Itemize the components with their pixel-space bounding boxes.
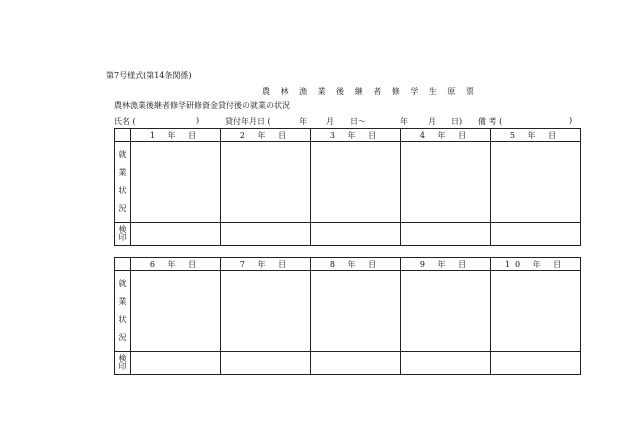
status-cell[interactable] [221,271,311,352]
corner-cell [115,258,131,271]
stamp-cell[interactable] [131,352,221,375]
status-cell[interactable] [401,142,491,223]
stamp-label: 検 印 [115,223,131,246]
year-header: 4 年 目 [401,129,491,142]
stamp-row [115,223,581,246]
stamp-cell[interactable] [221,223,311,246]
year-header: 6 年 目 [131,258,221,271]
year-header-row [115,258,581,271]
info-row [114,116,578,126]
loan-day-start: 日～ [350,117,366,126]
employment-table-2 [114,257,581,375]
year-header: 2 年 目 [221,129,311,142]
year-header: 7 年 目 [221,258,311,271]
employment-table-1 [114,128,581,246]
loan-year-start: 年 [299,117,307,126]
stamp-cell[interactable] [401,352,491,375]
remarks-label: 備 考 ( [478,117,503,126]
employment-status-label: 就 業 状 況 [115,142,131,223]
year-header: 10 年 目 [491,258,581,271]
corner-cell [115,129,131,142]
status-cell[interactable] [311,271,401,352]
name-close: ) [196,116,200,125]
year-header: 1 年 目 [131,129,221,142]
loan-month-end: 月 [428,117,436,126]
status-cell[interactable] [311,142,401,223]
stamp-cell[interactable] [491,223,581,246]
stamp-row [115,352,581,375]
status-cell[interactable] [131,271,221,352]
year-header-row [115,129,581,142]
document-title: 農 林 漁 業 後 継 者 修 学 生 原 票 [262,87,478,96]
status-cell[interactable] [491,271,581,352]
name-label: 氏名 ( [114,117,136,126]
stamp-cell[interactable] [491,352,581,375]
employment-status-row [115,142,581,223]
loan-year-end: 年 [400,117,408,126]
loan-date-label: 貸付年月日 ( [225,117,271,126]
stamp-cell[interactable] [401,223,491,246]
status-cell[interactable] [131,142,221,223]
form-number: 第7号様式(第14条関係) [106,71,192,80]
year-header: 9 年 目 [401,258,491,271]
stamp-cell[interactable] [311,223,401,246]
year-header: 3 年 目 [311,129,401,142]
remarks-close: ) [569,116,573,125]
employment-status-row [115,271,581,352]
stamp-cell[interactable] [311,352,401,375]
status-cell[interactable] [221,142,311,223]
loan-month-start: 月 [326,117,334,126]
employment-status-label: 就 業 状 況 [115,271,131,352]
stamp-cell[interactable] [131,223,221,246]
subtitle: 農林漁業後継者修学研修資金貸付後の就業の状況 [114,101,290,110]
loan-day-end: 日) [451,117,463,126]
stamp-label: 検 印 [115,352,131,375]
year-header: 5 年 目 [491,129,581,142]
stamp-cell[interactable] [221,352,311,375]
status-cell[interactable] [401,271,491,352]
year-header: 8 年 目 [311,258,401,271]
status-cell[interactable] [491,142,581,223]
